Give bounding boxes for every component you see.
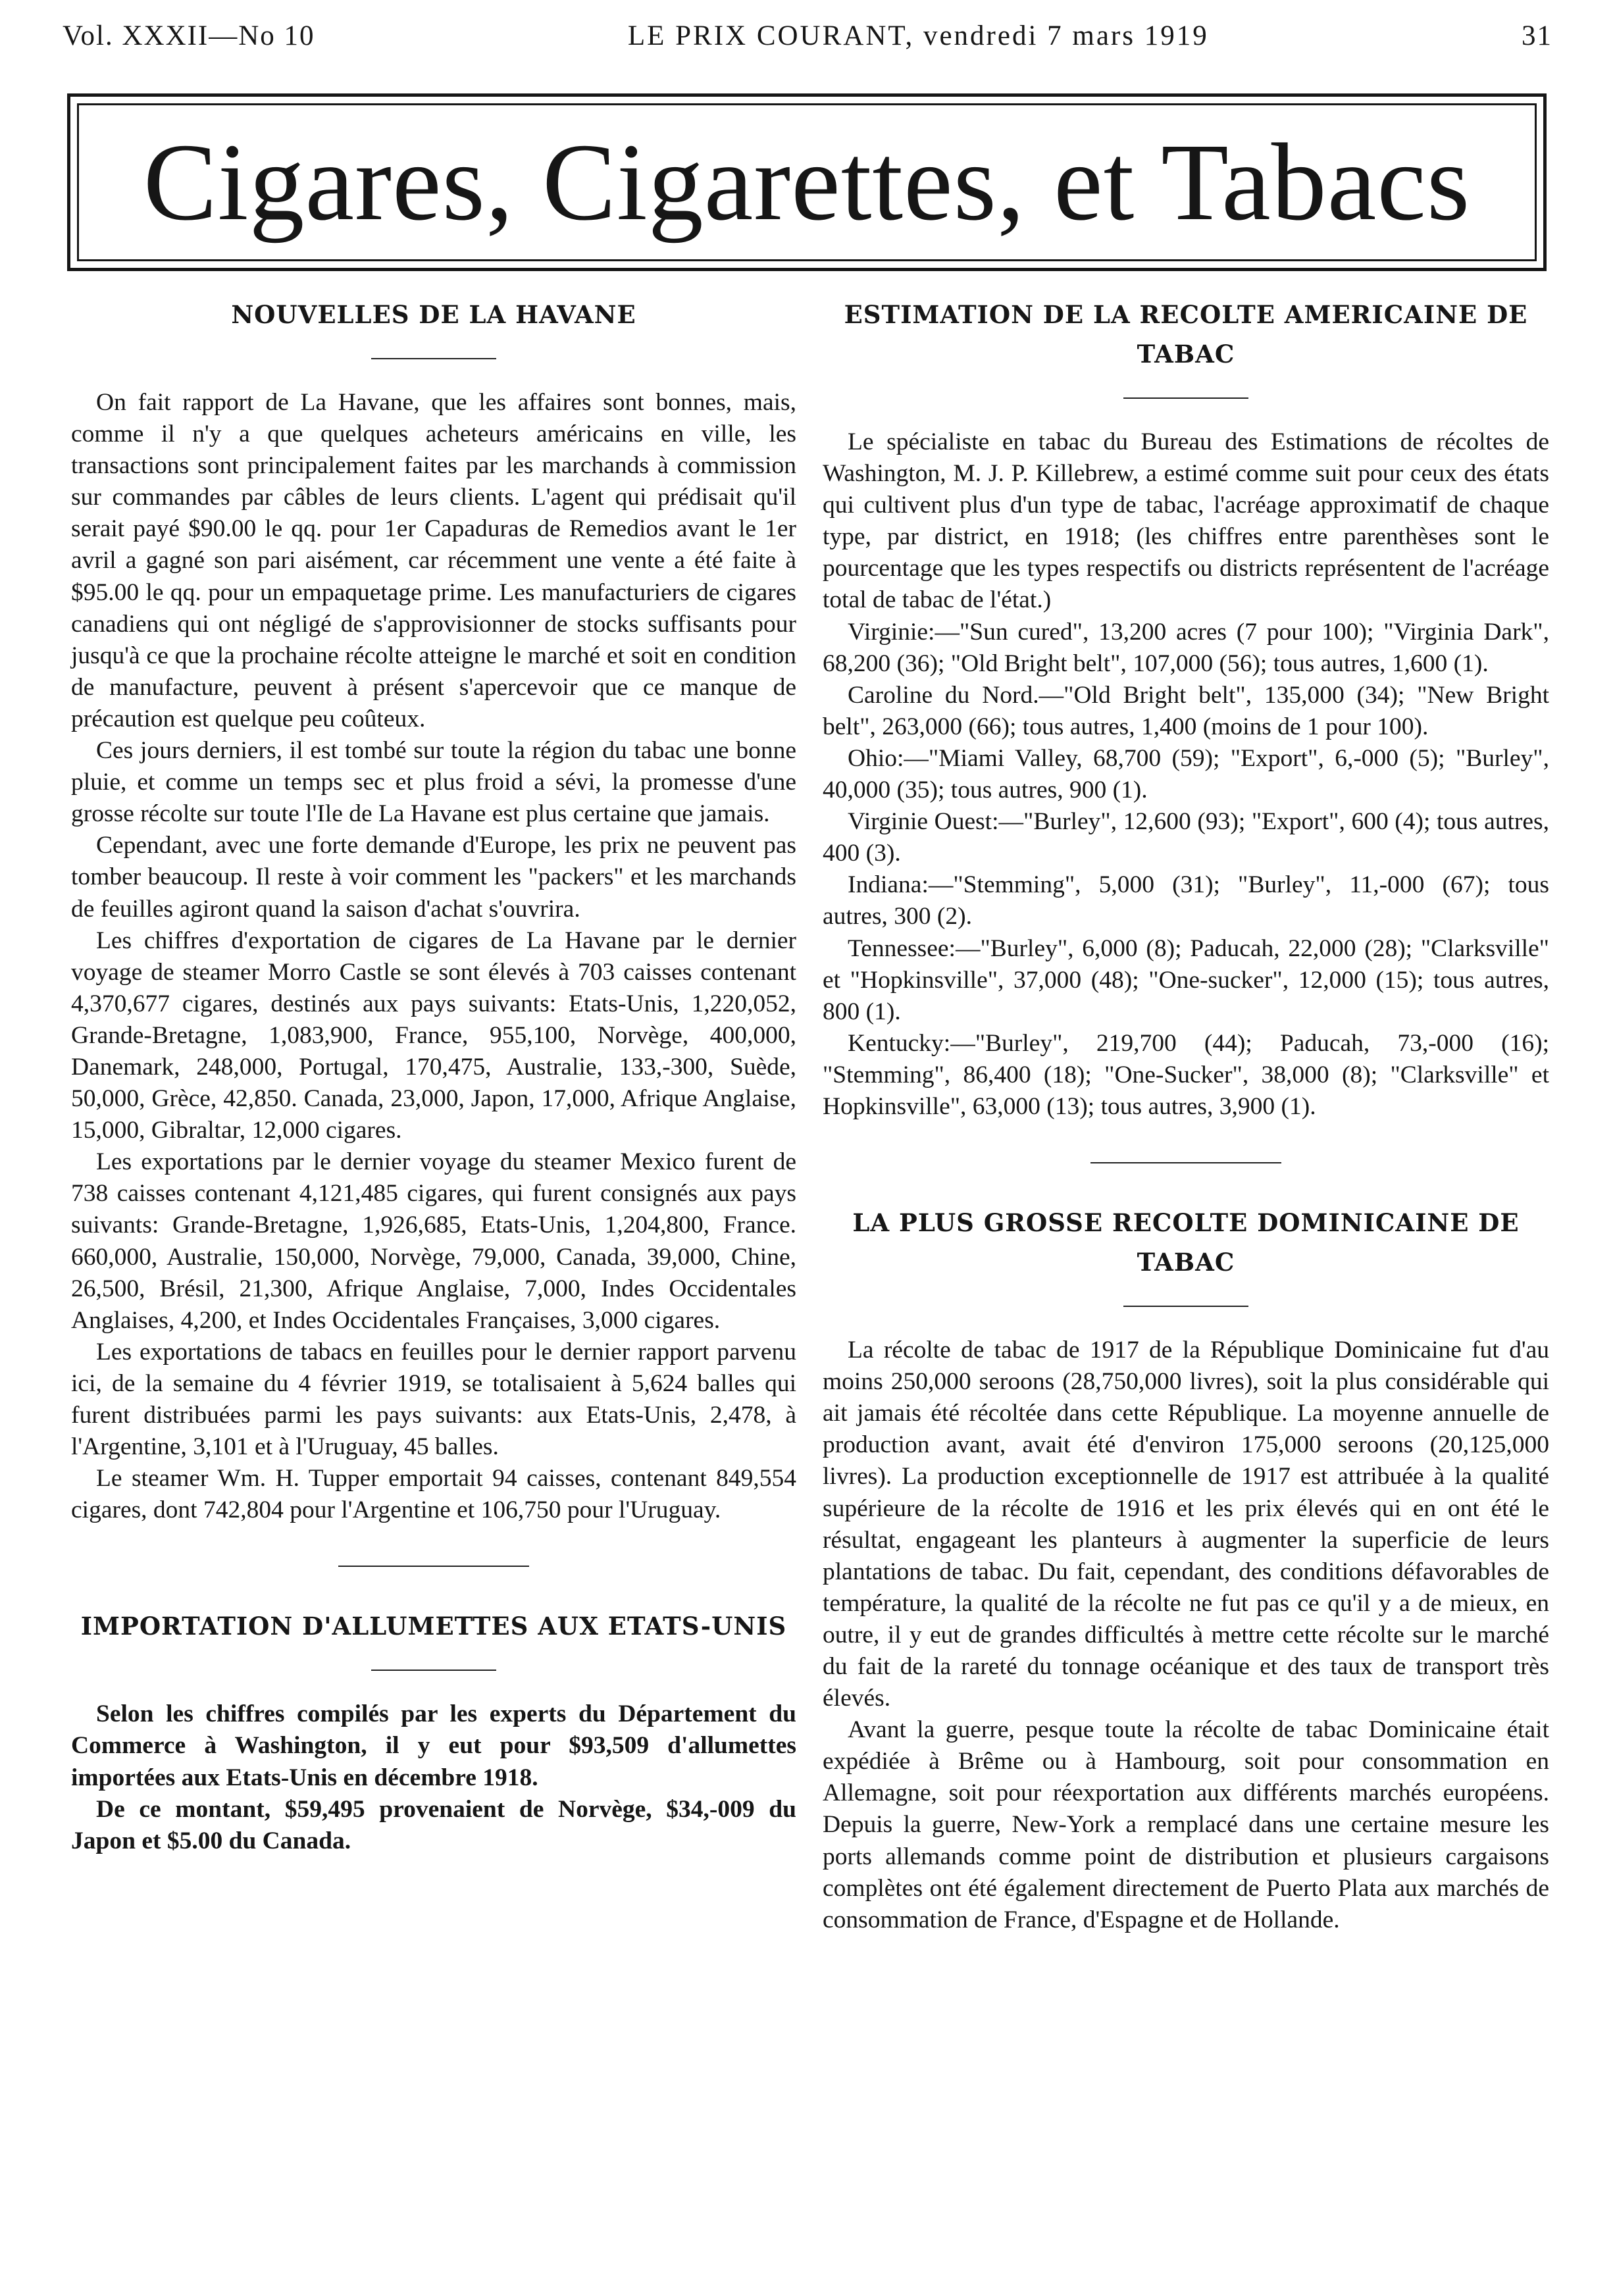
left-column bbox=[71, 295, 796, 1857]
article-estimation bbox=[823, 295, 1549, 1123]
headline-rule bbox=[371, 1670, 496, 1671]
article-paragraph: Selon les chiffres compilés par les experts du Département du Commerce à Washington, il y eut pour $93,509 d'allumettes importées aux Etats-Unis en décembre 1918. bbox=[71, 1700, 796, 1791]
article-paragraph: La récolte de tabac de 1917 de la République Dominicaine fut d'au moins 250,000 seroons (28,750,000 livres), soit la plus considérable qui ait jamais été récoltée dans cette République. La moyenne annuelle de production avant, avait été d'environ 175,000 seroons (20,125,000 livres). La production exceptionnelle de 1917 est attribuée à la qualité supérieure de la récolte de 1916 et les prix élevés qui en ont été le résultat, engageant les planteurs à augmenter la superficie de leurs plantations de tabac. Du fait, cependant, des conditions défavorables de température, la qualité de la récolte ne fut pas ce qu'il y a de mieux, en outre, il y eut de grandes difficultés à mettre cette récolte sur le marché du fait de la rareté du tonnage océanique et des taux de transport très élevés. bbox=[823, 1337, 1549, 1712]
article-havane bbox=[71, 295, 796, 1526]
article-paragraph: Tennessee:—"Burley", 6,000 (8); Paducah, 22,000 (28); "Clarksville" et "Hopkinsville", 37,000 (48); "One-sucker", 12,000 (15); tous autres, 800 (1). bbox=[823, 934, 1549, 1025]
article-separator bbox=[338, 1566, 529, 1567]
article-paragraph: Le spécialiste en tabac du Bureau des Estimations de récoltes de Washington, M. J. P. Killebrew, a estimé comme suit pour ceux des états qui cultivent plus d'un type de tabac, l'acréage approximatif de chaque type, par district, en 1918; (les chiffres entre parenthèses sont le pourcentage que les types respectifs ou districts représentent de l'acréage total de tabac de l'état.) bbox=[823, 428, 1549, 614]
article-headline: ESTIMATION DE LA RECOLTE AMERICAINE DE TABAC bbox=[844, 300, 1528, 369]
volume-number: Vol. XXXII—No 10 bbox=[63, 20, 315, 51]
page-header bbox=[63, 20, 1552, 63]
article-paragraph: Avant la guerre, pesque toute la récolte de tabac Dominicaine était expédiée à Brême ou à Hambourg, soit pour consommation en Allemagne, soit pour réexportation aux différents marchés européens. Depuis la guerre, New-York a remplacé dans une certaine mesure les ports allemands comme point de distribution et plusieurs cargaisons complètes ont été également directement de Puerto Plata aux marchés de consommation de France, d'Espagne et de Hollande. bbox=[823, 1716, 1549, 1933]
article-headline: NOUVELLES DE LA HAVANE bbox=[231, 300, 636, 329]
publication-date-line: LE PRIX COURANT, vendredi 7 mars 1919 bbox=[627, 20, 1209, 51]
article-paragraph: Caroline du Nord.—"Old Bright belt", 135,000 (34); "New Bright belt", 263,000 (66); tous autres, 1,400 (moins de 1 pour 100). bbox=[823, 681, 1549, 740]
article-headline: LA PLUS GROSSE RECOLTE DOMINICAINE DE TABAC bbox=[852, 1208, 1520, 1277]
article-paragraph: De ce montant, $59,495 provenaient de Norvège, $34,-009 du Japon et $5.00 du Canada. bbox=[71, 1795, 796, 1854]
article-paragraph: Ces jours derniers, il est tombé sur toute la région du tabac une bonne pluie, et comme un temps sec et plus froid a sévi, la promesse d'une grosse récolte sur toute l'Ile de La Havane est plus certaine que jamais. bbox=[71, 737, 796, 828]
article-separator bbox=[1090, 1162, 1281, 1163]
article-paragraph: Ohio:—"Miami Valley, 68,700 (59); "Export", 6,-000 (5); "Burley", 40,000 (35); tous autres, 900 (1). bbox=[823, 744, 1549, 804]
headline-rule bbox=[1123, 1306, 1248, 1307]
page-number: 31 bbox=[1521, 20, 1552, 51]
section-title: Cigares, Cigarettes, et Tabacs bbox=[143, 121, 1471, 243]
article-paragraph: Les exportations de tabacs en feuilles pour le dernier rapport parvenu ici, de la semaine du 4 février 1919, se totalisaient à 5,624 balles qui furent distribuées parmi les pays suivants: aux Etats-Unis, 2,478, à l'Argentine, 3,101 et à l'Uruguay, 45 balles. bbox=[71, 1338, 796, 1461]
article-headline: IMPORTATION D'ALLUMETTES AUX ETATS-UNIS bbox=[80, 1612, 787, 1641]
right-column bbox=[823, 295, 1549, 1936]
headline-rule bbox=[371, 358, 496, 359]
headline-rule bbox=[1123, 397, 1248, 399]
article-paragraph: Virginie Ouest:—"Burley", 12,600 (93); "Export", 600 (4); tous autres, 400 (3). bbox=[823, 808, 1549, 867]
section-masthead bbox=[67, 93, 1547, 271]
article-paragraph: Indiana:—"Stemming", 5,000 (31); "Burley", 11,-000 (67); tous autres, 300 (2). bbox=[823, 871, 1549, 931]
article-allumettes bbox=[71, 1606, 796, 1856]
article-paragraph: Cependant, avec une forte demande d'Europe, les prix ne peuvent pas tomber beaucoup. Il reste à voir comment les "packers" et les marchands de feuilles agiront quand la saison d'achat s'ouvrira. bbox=[71, 832, 796, 923]
article-paragraph: Les exportations par le dernier voyage du steamer Mexico furent de 738 caisses contenant 4,121,485 cigares, qui furent consignés aux pays suivants: Grande-Bretagne, 1,926,685, Etats-Unis, 1,204,800, France. 660,000, Australie, 150,000, Norvège, 79,000, Canada, 39,000, Chine, 26,500, Brésil, 21,300, Afrique Anglaise, 7,000, Indes Occidentales Anglaises, 4,200, et Indes Occidentales Françaises, 3,000 cigares. bbox=[71, 1148, 796, 1334]
article-paragraph: Kentucky:—"Burley", 219,700 (44); Paducah, 73,-000 (16); "Stemming", 86,400 (18); "One-Sucker", 38,000 (8); "Clarksville" et Hopkinsville", 63,000 (13); tous autres, 3,900 (1). bbox=[823, 1029, 1549, 1120]
article-paragraph: Le steamer Wm. H. Tupper emportait 94 caisses, contenant 849,554 cigares, dont 742,804 pour l'Argentine et 106,750 pour l'Uruguay. bbox=[71, 1465, 796, 1524]
article-paragraph: Virginie:—"Sun cured", 13,200 acres (7 pour 100); "Virginia Dark", 68,200 (36); "Old Bright belt", 107,000 (56); tous autres, 1,600 (1). bbox=[823, 618, 1549, 677]
article-dominicaine bbox=[823, 1203, 1549, 1936]
masthead-inner-frame bbox=[77, 103, 1537, 261]
article-paragraph: Les chiffres d'exportation de cigares de La Havane par le dernier voyage de steamer Morro Castle se sont élevés à 703 caisses contenant 4,370,677 cigares, destinés aux pays suivants: Etats-Unis, 1,220,052, Grande-Bretagne, 1,083,900, France, 955,100, Norvège, 400,000, Danemark, 248,000, Portugal, 170,475, Australie, 133,-300, Suède, 50,000, Grèce, 42,850. Canada, 23,000, Japon, 17,000, Afrique Anglaise, 15,000, Gibraltar, 12,000 cigares. bbox=[71, 927, 796, 1144]
article-paragraph: On fait rapport de La Havane, que les affaires sont bonnes, mais, comme il n'y a que quelques acheteurs américains en ville, les transactions sont principalement faites par les marchands à commission sur commandes par câbles de leurs clients. L'agent qui prédisait qu'il serait payé $90.00 le qq. pour 1er Capaduras de Remedios avant le 1er avril a gagné son pari aisément, car récemment une vente a été faite à $95.00 le qq. pour un empaquetage prime. Les manufacturiers de cigares canadiens qui ont négligé de s'approvisionner de stocks suffisants pour jusqu'à ce que la prochaine récolte atteigne le marché et soit en condition de manufacture, peuvent à présent s'apercevoir que ce manque de précaution est quelque peu coûteux. bbox=[71, 389, 796, 732]
